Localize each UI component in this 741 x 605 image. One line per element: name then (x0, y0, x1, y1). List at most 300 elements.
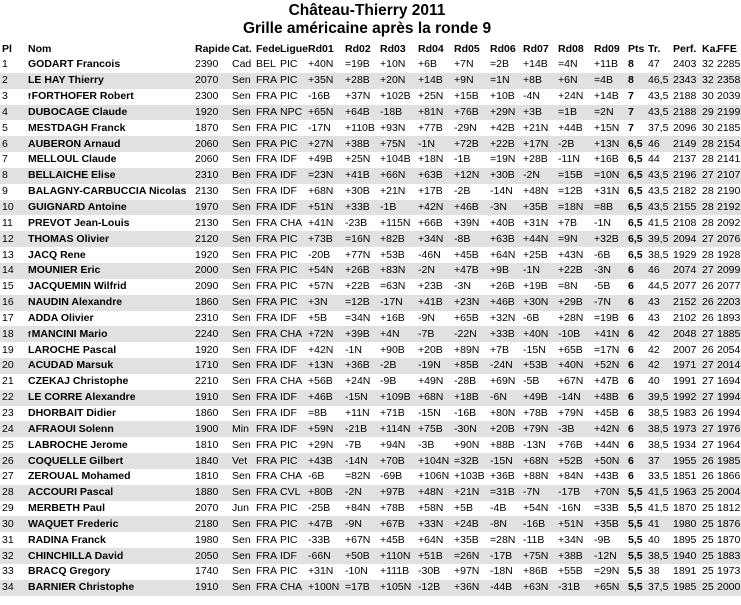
round-5-cell: -22N (452, 326, 488, 342)
ffe-rating-cell: 2092 (717, 216, 741, 229)
round-1-cell: +35N (306, 73, 343, 89)
category-cell: Sen (230, 326, 254, 342)
place-cell: 32 (0, 548, 26, 564)
name-cell (26, 73, 193, 89)
points-cell: 6 (628, 280, 634, 293)
round-9-cell: +52N (592, 358, 626, 374)
round-4-cell: +64N (418, 533, 444, 546)
round-9-cell: +48B (592, 390, 626, 406)
ffe-rating-cell: 2192 (715, 200, 741, 216)
round-8-cell: -3B (556, 421, 592, 437)
league-cell: PIC (278, 231, 306, 247)
place-cell: 22 (0, 390, 26, 406)
performance-cell: 2102 (673, 311, 697, 324)
table-header-row (0, 41, 741, 57)
place-cell: 17 (2, 311, 14, 324)
round-9-cell: =2N (592, 105, 626, 121)
rapid-rating-cell: 2210 (195, 375, 219, 388)
round-6-cell: =2B (490, 58, 509, 71)
round-3-cell: +66N (378, 168, 416, 184)
name-cell (26, 374, 193, 390)
table-row (0, 516, 741, 532)
points-cell: 6 (628, 375, 634, 388)
tiebreak-cell: 41 (646, 516, 671, 532)
round-9-cell: +70N (592, 485, 626, 501)
round-7-cell: +54N (523, 502, 549, 515)
ffe-rating-cell: 2185 (717, 121, 741, 134)
k-factor-cell: 26 (702, 311, 714, 324)
round-3-cell: +90B (380, 343, 405, 356)
rapid-rating-cell: 1740 (195, 565, 219, 578)
name-cell (26, 152, 193, 168)
round-2-cell: =16N (343, 231, 378, 247)
round-8-cell: =12B (558, 185, 583, 198)
round-6-cell: +64N (490, 248, 516, 261)
round-3-cell: +4N (378, 326, 416, 342)
round-8-cell: =18N (556, 200, 592, 216)
round-9-cell: +13N (592, 136, 626, 152)
federation-cell: FRA (256, 533, 277, 546)
round-2-cell: +77N (345, 248, 371, 261)
round-9-cell: +15N (594, 121, 620, 134)
player-flag: f (28, 92, 31, 102)
round-1-cell: +31N (308, 565, 334, 578)
player-name: WAQUET Frederic (28, 517, 119, 530)
tiebreak-cell: 33,5 (648, 470, 669, 483)
league-cell: CHA (280, 216, 303, 229)
round-2-cell: +37N (345, 90, 371, 103)
round-7-cell: -5B (523, 375, 540, 388)
round-2-cell: +36B (343, 358, 378, 374)
round-9-cell: +31N (594, 185, 620, 198)
category-cell: Sen (230, 136, 254, 152)
round-2-cell: +110B (345, 121, 375, 134)
rapid-rating-cell: 1980 (195, 533, 219, 546)
place-cell: 2 (0, 73, 26, 89)
table-row (0, 120, 741, 136)
round-8-cell: +34N (558, 533, 584, 546)
round-8-cell: +38B (556, 548, 592, 564)
category-cell: Sen (232, 185, 251, 198)
round-5-cell: =32B (452, 453, 488, 469)
player-name: BRACQ Gregory (28, 565, 111, 578)
round-6-cell: +30B (488, 168, 521, 184)
player-name: MANCINI Mario (31, 327, 108, 340)
rapid-rating-cell: 2060 (193, 136, 230, 152)
points-cell: 5,5 (626, 485, 646, 501)
round-5-cell: +12N (452, 168, 488, 184)
table-row (0, 342, 741, 358)
round-1-cell: +42N (308, 343, 334, 356)
player-name: PREVOT Jean-Louis (28, 216, 130, 229)
table-row (0, 57, 741, 73)
tiebreak-cell: 39,5 (646, 231, 671, 247)
performance-cell: 2094 (671, 231, 700, 247)
player-name: NAUDIN Alexandre (28, 296, 123, 309)
ffe-rating-cell: 1893 (717, 311, 741, 324)
round-5-cell: +36N (452, 580, 488, 596)
round-1-cell: +43B (306, 453, 343, 469)
k-factor-cell: 28 (702, 216, 714, 229)
round-7-cell: -13N (523, 438, 546, 451)
round-1-cell: -66N (306, 548, 343, 564)
category-cell: Sen (232, 533, 251, 546)
round-6-cell: +26B (490, 280, 515, 293)
rapid-rating-cell: 2060 (195, 153, 219, 166)
points-cell: 5,5 (626, 580, 646, 596)
round-8-cell: +55B (558, 565, 583, 578)
col-rapide-header: Rapide (195, 43, 231, 55)
ffe-rating-cell: 2054 (717, 343, 741, 356)
player-name: MERBETH Paul (28, 502, 106, 515)
round-3-cell: +20N (378, 73, 416, 89)
rapid-rating-cell: 1710 (193, 358, 230, 374)
k-factor-cell: 27 (700, 168, 715, 184)
performance-cell: 2007 (673, 343, 697, 356)
round-6-cell: +10B (490, 90, 515, 103)
round-4-cell: +68N (416, 390, 452, 406)
federation-cell: FRA (254, 168, 278, 184)
league-cell: PIC (278, 263, 306, 279)
round-8-cell: +24N (558, 90, 584, 103)
performance-cell: 2137 (673, 153, 697, 166)
category-cell: Sen (230, 548, 254, 564)
category-cell: Sen (230, 358, 254, 374)
player-name: AFRAOUI Solenn (28, 422, 114, 435)
rapid-rating-cell: 2300 (195, 90, 219, 103)
k-factor-cell: 25 (700, 485, 715, 501)
round-3-cell: -18B (378, 105, 416, 121)
name-cell (26, 200, 193, 216)
player-name: ACCOURI Pascal (28, 486, 114, 499)
category-cell: Sen (230, 295, 254, 311)
round-4-cell: +81N (416, 105, 452, 121)
round-2-cell: =34N (345, 311, 371, 324)
ffe-rating-cell: 1985 (715, 453, 741, 469)
round-4-cell: -2N (416, 263, 452, 279)
place-cell: 15 (2, 280, 14, 293)
rapid-rating-cell: 1860 (195, 406, 219, 419)
round-8-cell: +76B (558, 438, 583, 451)
tiebreak-cell: 38,5 (648, 406, 669, 419)
round-6-cell: -18N (490, 565, 513, 578)
player-name: ADDA Olivier (28, 311, 94, 324)
round-2-cell: -21B (343, 421, 378, 437)
round-1-cell: +72N (306, 326, 343, 342)
tiebreak-cell: 46,5 (646, 73, 671, 89)
place-cell: 18 (0, 326, 26, 342)
round-9-cell: =29N (594, 565, 620, 578)
round-7-cell: -7N (521, 485, 556, 501)
points-cell: 5,5 (628, 565, 643, 578)
round-7-cell: +48N (523, 185, 549, 198)
tiebreak-cell: 38,5 (648, 248, 669, 261)
league-cell: PIC (280, 533, 298, 546)
name-cell (26, 437, 193, 453)
round-6-cell: +69N (490, 375, 516, 388)
k-factor-cell: 27 (702, 438, 714, 451)
league-cell: CHA (280, 375, 303, 388)
federation-cell: FRA (256, 502, 277, 515)
rapid-rating-cell: 1860 (193, 295, 230, 311)
round-7-cell: +21N (523, 121, 549, 134)
round-1-cell: -6B (308, 470, 325, 483)
player-name: CZEKAJ Christophe (28, 375, 129, 388)
points-cell: 5,5 (628, 502, 643, 515)
performance-cell: 2149 (671, 136, 700, 152)
round-4-cell: +25N (418, 90, 444, 103)
round-4-cell: -9N (418, 311, 435, 324)
league-cell: PIC (280, 565, 298, 578)
col-rd09-header: Rd09 (594, 43, 620, 55)
place-cell: 19 (2, 343, 14, 356)
round-8-cell: +6N (556, 73, 592, 89)
round-1-cell: -20B (308, 248, 331, 261)
col-rd07-header: Rd07 (523, 43, 549, 55)
round-3-cell: +21N (380, 185, 406, 198)
round-4-cell: -30B (418, 565, 441, 578)
round-5-cell: +97N (454, 565, 480, 578)
points-cell: 8 (626, 73, 646, 89)
table-row (0, 168, 741, 184)
k-factor-cell: 26 (700, 453, 715, 469)
round-7-cell: +40N (521, 326, 556, 342)
tiebreak-cell: 43,5 (646, 200, 671, 216)
federation-cell: FRA (254, 421, 278, 437)
round-8-cell: -17B (556, 485, 592, 501)
performance-cell: 2155 (671, 200, 700, 216)
performance-cell: 2074 (671, 263, 700, 279)
round-6-cell: +22B (488, 136, 521, 152)
round-6-cell: =31B (488, 485, 521, 501)
league-cell: PIC (280, 502, 298, 515)
tiebreak-cell: 42 (648, 343, 660, 356)
k-factor-cell: 28 (700, 200, 715, 216)
ffe-rating-cell: 2285 (717, 58, 741, 71)
round-2-cell: +67N (345, 533, 371, 546)
round-4-cell: +42N (416, 200, 452, 216)
round-2-cell: +50B (343, 548, 378, 564)
place-cell: 28 (0, 485, 26, 501)
standings-table (0, 41, 741, 596)
round-1-cell: -17N (308, 121, 331, 134)
league-cell: IDF (278, 200, 306, 216)
table-row (0, 580, 741, 596)
rapid-rating-cell: 2180 (193, 516, 230, 532)
round-5-cell: +76B (452, 105, 488, 121)
player-flag: f (28, 329, 31, 339)
category-cell: Sen (232, 565, 251, 578)
player-name: ACUDAD Marsuk (28, 359, 114, 372)
round-5-cell: +21N (452, 485, 488, 501)
federation-cell: FRA (256, 343, 277, 356)
name-cell (26, 532, 193, 548)
k-factor-cell: 26 (702, 406, 714, 419)
round-8-cell: +28N (558, 311, 584, 324)
col-cat-header: Cat. (232, 43, 252, 55)
round-3-cell: +111B (380, 565, 410, 578)
player-name: CHINCHILLA David (28, 549, 124, 562)
league-cell: PIC (278, 136, 306, 152)
table-row (0, 501, 741, 517)
round-8-cell: -11N (558, 153, 580, 166)
points-cell: 6,5 (626, 136, 646, 152)
name-cell (26, 57, 193, 73)
performance-cell: 2188 (673, 90, 697, 103)
round-9-cell: +47B (594, 375, 619, 388)
round-1-cell: +57N (308, 280, 334, 293)
round-8-cell: -16N (558, 502, 581, 515)
round-3-cell: -2B (378, 358, 416, 374)
round-1-cell: +46B (306, 390, 343, 406)
performance-cell: 1963 (671, 485, 700, 501)
round-1-cell: +68N (308, 185, 334, 198)
name-cell (26, 105, 193, 121)
performance-cell: 1955 (671, 453, 700, 469)
rapid-rating-cell: 2050 (193, 548, 230, 564)
round-8-cell: -14N (556, 390, 592, 406)
round-6-cell: +32N (490, 311, 516, 324)
round-7-cell: +68N (521, 453, 556, 469)
round-9-cell: =8B (592, 200, 626, 216)
round-8-cell: +65B (558, 343, 583, 356)
round-3-cell: +93N (380, 121, 406, 134)
round-6-cell: +36B (490, 470, 515, 483)
name-cell (26, 89, 193, 105)
table-row (0, 358, 741, 374)
round-2-cell: +64B (343, 105, 378, 121)
round-6-cell: +63B (488, 231, 521, 247)
federation-cell: FRA (254, 358, 278, 374)
round-8-cell: =8N (558, 280, 578, 293)
category-cell: Vet (230, 453, 254, 469)
round-3-cell: =63N (380, 280, 406, 293)
round-3-cell: +10N (380, 58, 406, 71)
category-cell: Sen (232, 375, 251, 388)
round-1-cell: +5B (308, 311, 327, 324)
category-cell: Sen (232, 90, 251, 103)
name-cell (26, 326, 193, 342)
points-cell: 6 (628, 311, 634, 324)
league-cell: PIC (278, 73, 306, 89)
rapid-rating-cell: 2390 (195, 58, 219, 71)
round-8-cell: +7B (558, 216, 577, 229)
name-cell (26, 390, 193, 406)
round-7-cell: -4N (523, 90, 540, 103)
table-row (0, 406, 741, 422)
tiebreak-cell: 43,5 (648, 185, 669, 198)
k-factor-cell: 26 (700, 295, 715, 311)
round-4-cell: +106N (418, 470, 450, 483)
round-9-cell: +50N (592, 453, 626, 469)
k-factor-cell: 26 (702, 280, 714, 293)
category-cell: Sen (232, 216, 251, 229)
round-9-cell: +32B (592, 231, 626, 247)
page-subtitle: Grille américaine après la ronde 9 (242, 20, 492, 37)
federation-cell: FRA (256, 406, 277, 419)
round-2-cell: +33B (343, 200, 378, 216)
table-row (0, 263, 741, 279)
federation-cell: FRA (254, 73, 278, 89)
round-3-cell: +97B (378, 485, 416, 501)
performance-cell: 2077 (673, 280, 697, 293)
round-7-cell: +8B (521, 73, 556, 89)
tiebreak-cell: 42 (646, 326, 671, 342)
ffe-rating-cell: 1866 (717, 470, 741, 483)
round-6-cell: =1N (488, 73, 521, 89)
ffe-rating-cell: 2199 (715, 105, 741, 121)
col-ka-header: Ka. (702, 43, 719, 55)
round-9-cell: -5B (594, 280, 611, 293)
category-cell: Sen (232, 248, 251, 261)
league-cell: IDF (278, 548, 306, 564)
rapid-rating-cell: 2130 (195, 216, 219, 229)
place-cell: 10 (0, 200, 26, 216)
round-4-cell: +66B (418, 216, 443, 229)
ffe-rating-cell: 1883 (715, 548, 741, 564)
rapid-rating-cell: 2130 (195, 185, 219, 198)
name-cell (26, 548, 193, 564)
round-4-cell: +48N (416, 485, 452, 501)
name-cell (26, 421, 193, 437)
round-4-cell: +58N (418, 502, 444, 515)
round-7-cell: -2N (521, 168, 556, 184)
ffe-rating-cell: 2014 (715, 358, 741, 374)
place-cell: 27 (2, 470, 14, 483)
ffe-rating-cell: 2000 (715, 580, 741, 596)
place-cell: 8 (0, 168, 26, 184)
points-cell: 6 (628, 470, 634, 483)
place-cell: 21 (2, 375, 14, 388)
category-cell: Sen (232, 470, 251, 483)
round-6-cell: +80N (490, 406, 516, 419)
place-cell: 16 (0, 295, 26, 311)
round-2-cell: +25N (345, 153, 371, 166)
round-6-cell: +29N (488, 105, 521, 121)
rapid-rating-cell: 1920 (195, 248, 219, 261)
round-6-cell: -17B (488, 548, 521, 564)
federation-cell: FRA (256, 90, 277, 103)
round-8-cell: -2B (556, 136, 592, 152)
name-cell (26, 215, 193, 231)
round-2-cell: +26B (343, 263, 378, 279)
points-cell: 6,5 (626, 200, 646, 216)
table-row (0, 136, 741, 152)
k-factor-cell: 32 (702, 58, 714, 71)
round-3-cell: +114N (378, 421, 416, 437)
round-3-cell: +45B (380, 533, 405, 546)
ffe-rating-cell: 2099 (715, 263, 741, 279)
tiebreak-cell: 41,5 (646, 485, 671, 501)
round-9-cell: -12N (592, 548, 626, 564)
round-6-cell: +7B (490, 343, 509, 356)
round-3-cell: +94N (380, 438, 406, 451)
name-cell (26, 136, 193, 152)
tiebreak-cell: 37,5 (646, 580, 671, 596)
round-7-cell: +79N (521, 421, 556, 437)
federation-cell: FRA (254, 136, 278, 152)
col-ffe-header: FFE (717, 43, 737, 55)
k-factor-cell: 27 (702, 375, 714, 388)
round-7-cell: +25B (523, 248, 548, 261)
round-7-cell: +28B (523, 153, 548, 166)
round-6-cell: +20B (488, 421, 521, 437)
round-7-cell: +19B (523, 280, 548, 293)
table-row (0, 485, 741, 501)
league-cell: IDF (280, 185, 297, 198)
round-1-cell: +13N (306, 358, 343, 374)
round-7-cell: -1N (521, 263, 556, 279)
